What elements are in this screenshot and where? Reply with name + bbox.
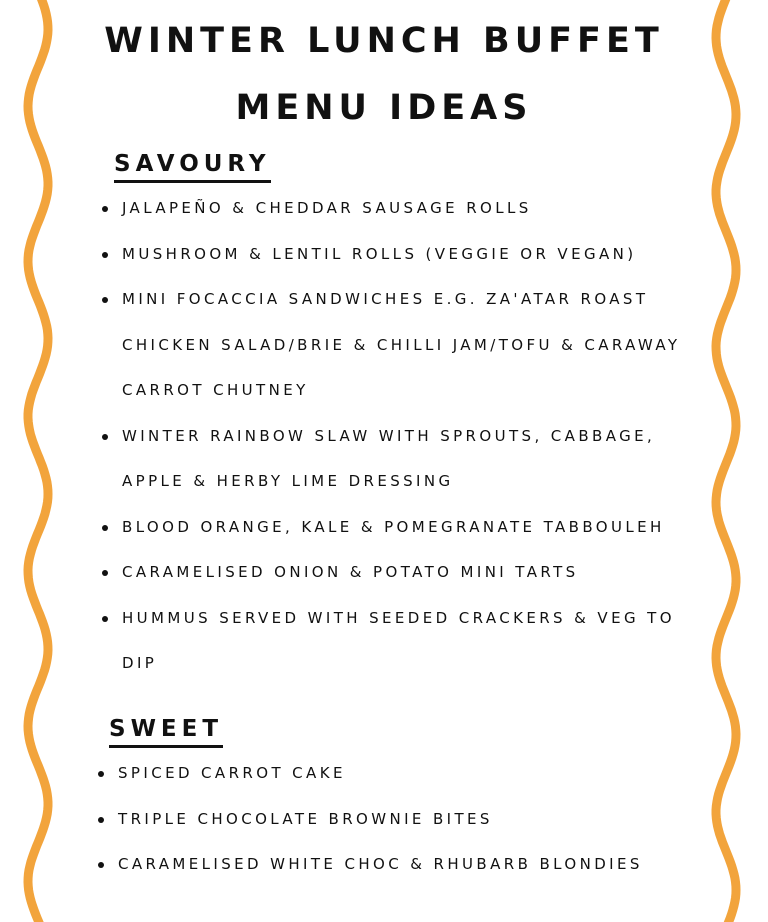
list-item: MINI FOCACCIA SANDWICHES E.G. ZA'ATAR ROAST CHICKEN SALAD/BRIE & CHILLI JAM/TOFU & CARAWAY CARROT CHUTNEY xyxy=(102,277,692,414)
list-item: MUSHROOM & LENTIL ROLLS (VEGGIE OR VEGAN) xyxy=(102,232,692,278)
list-item: CARAMELISED WHITE CHOC & RHUBARB BLONDIES xyxy=(98,842,698,888)
page-title-line-2: MENU IDEAS xyxy=(235,88,533,128)
left-wavy-border xyxy=(28,0,48,922)
sweet-list xyxy=(98,751,698,888)
list-item: HUMMUS SERVED WITH SEEDED CRACKERS & VEG TO DIP xyxy=(102,596,692,687)
savoury-list xyxy=(102,186,692,687)
list-item: BLOOD ORANGE, KALE & POMEGRANATE TABBOULEH xyxy=(102,505,692,551)
list-item: SPICED CARROT CAKE xyxy=(98,751,698,797)
right-wavy-border xyxy=(716,0,736,922)
list-item: CARAMELISED ONION & POTATO MINI TARTS xyxy=(102,550,692,596)
page-title-line-1: WINTER LUNCH BUFFET xyxy=(104,21,664,61)
list-item: WINTER RAINBOW SLAW WITH SPROUTS, CABBAGE, APPLE & HERBY LIME DRESSING xyxy=(102,414,692,505)
list-item: TRIPLE CHOCOLATE BROWNIE BITES xyxy=(98,797,698,843)
list-item: JALAPEÑO & CHEDDAR SAUSAGE ROLLS xyxy=(102,186,692,232)
savoury-heading: SAVOURY xyxy=(114,152,271,183)
sweet-heading: SWEET xyxy=(109,717,223,748)
